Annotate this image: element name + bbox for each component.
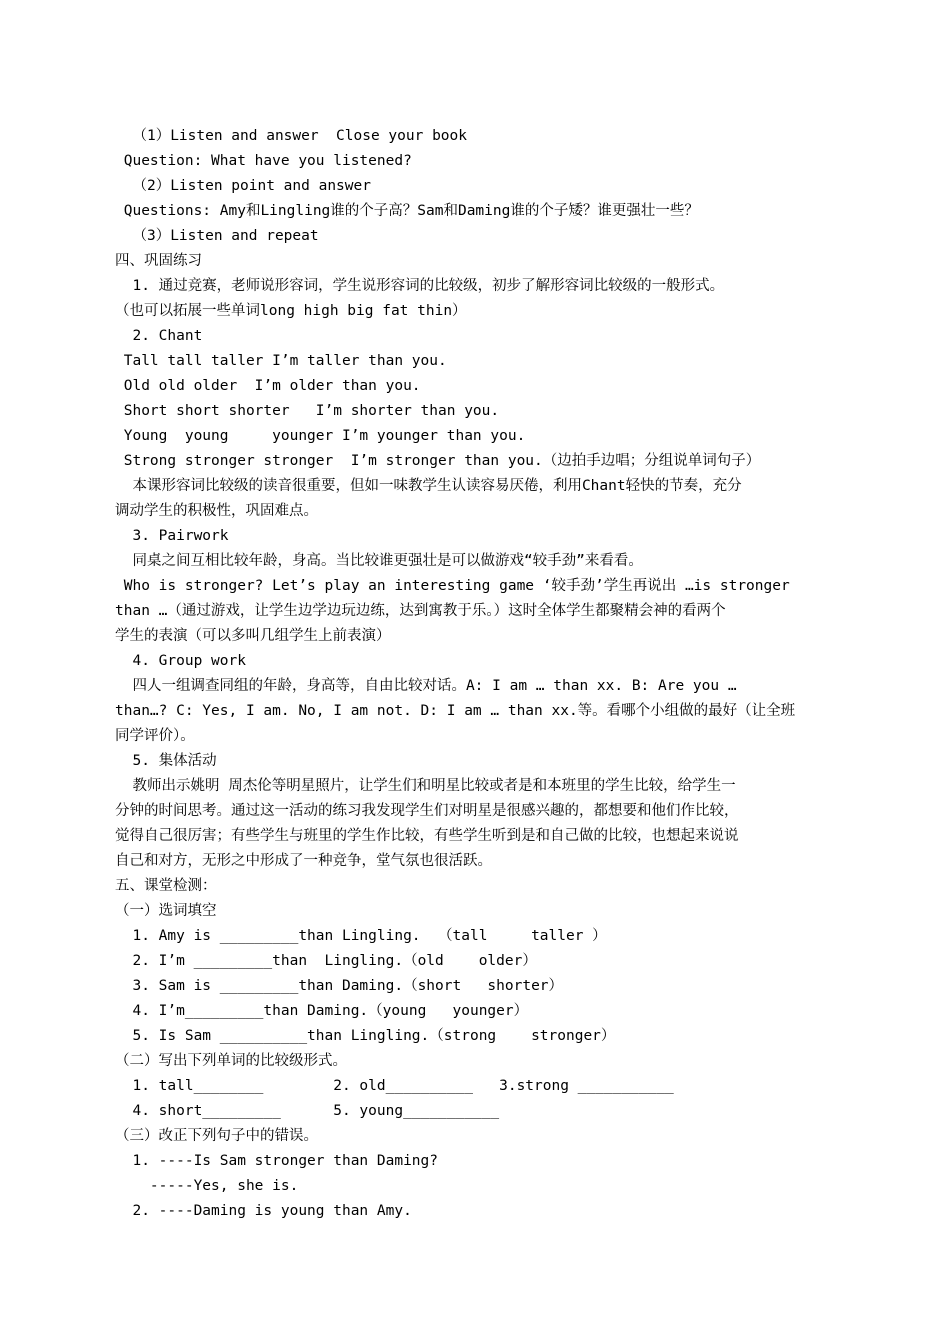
text-line: （1）Listen and answer Close your book: [115, 128, 468, 144]
text-line: Old old older I’m older than you.: [115, 378, 421, 394]
text-line: 调动学生的积极性，巩固难点。: [115, 503, 318, 519]
text-line: 4. Group work: [115, 653, 246, 669]
text-line: 1. 通过竞赛，老师说形容词，学生说形容词的比较级，初步了解形容词比较级的一般形式。: [115, 278, 725, 294]
text-line: 四人一组调查同组的年龄，身高等，自由比较对话。A: I am … than xx. B: Are you …: [115, 678, 737, 694]
text-line: 同桌之间互相比较年龄，身高。当比较谁更强壮是可以做游戏“较手劲”来看看。: [115, 553, 643, 569]
subsection-heading: （三）改正下列句子中的错误。: [115, 1128, 318, 1144]
text-line: Tall tall taller I’m taller than you.: [115, 353, 447, 369]
text-line: 学生的表演（可以多叫几组学生上前表演）: [115, 628, 391, 644]
text-line: Young young younger I’m younger than you.: [115, 428, 526, 444]
text-line: （2）Listen point and answer: [115, 178, 371, 194]
text-line: 教师出示姚明 周杰伦等明星照片，让学生们和明星比较或者是和本班里的学生比较，给学生一: [115, 778, 736, 794]
exercise-item: 2. ----Daming is young than Amy.: [115, 1203, 412, 1219]
text-line: 同学评价）。: [115, 728, 195, 744]
text-line: Who is stronger? Let’s play an interesting game ‘较手劲’学生再说出 …is stronger: [115, 578, 790, 594]
text-line: 3. Pairwork: [115, 528, 229, 544]
text-line: 分钟的时间思考。通过这一活动的练习我发现学生们对明星是很感兴趣的，都想要和他们作比较，: [115, 803, 739, 819]
subsection-heading: （一）选词填空: [115, 903, 217, 919]
exercise-item: 4. short_________ 5. young___________: [115, 1103, 500, 1119]
section-heading: 五、课堂检测：: [115, 878, 217, 894]
subsection-heading: （二）写出下列单词的比较级形式。: [115, 1053, 347, 1069]
text-line: 觉得自己很厉害；有些学生与班里的学生作比较，有些学生听到是和自己做的比较，也想起来说说: [115, 828, 739, 844]
text-line: than …（通过游戏，让学生边学边玩边练，达到寓教于乐。）这时全体学生都聚精会神的看两个: [115, 603, 726, 619]
exercise-item: 1. tall________ 2. old__________ 3.strong ___________: [115, 1078, 674, 1094]
text-line: （也可以拓展一些单词long high big fat thin）: [115, 303, 467, 319]
text-line: than…? C: Yes, I am. No, I am not. D: I am … than xx.等。看哪个小组做的最好（让全班: [115, 703, 796, 719]
text-line: 2. Chant: [115, 328, 203, 344]
text-line: 本课形容词比较级的读音很重要，但如一味教学生认读容易厌倦，利用Chant轻快的节奏，充分: [115, 478, 742, 494]
text-line: 自己和对方，无形之中形成了一种竞争，堂气氛也很活跃。: [115, 853, 492, 869]
exercise-item: 1. Amy is _________than Lingling. （tall taller ）: [115, 928, 607, 944]
text-line: 5. 集体活动: [115, 753, 217, 769]
text-line: Questions: Amy和Lingling谁的个子高？Sam和Daming谁的个子矮？谁更强壮一些？: [115, 203, 699, 219]
text-line: Short short shorter I’m shorter than you.: [115, 403, 500, 419]
exercise-item: 2. I’m _________than Lingling.（old older）: [115, 953, 537, 969]
section-heading: 四、巩固练习: [115, 253, 202, 269]
exercise-item: 5. Is Sam __________than Lingling.（strong stronger）: [115, 1028, 616, 1044]
exercise-item: -----Yes, she is.: [115, 1178, 299, 1194]
exercise-item: 3. Sam is _________than Daming.（short shorter）: [115, 978, 564, 994]
exercise-item: 1. ----Is Sam stronger than Daming?: [115, 1153, 439, 1169]
text-line: Question: What have you listened?: [115, 153, 412, 169]
text-line: （3）Listen and repeat: [115, 228, 319, 244]
text-line: Strong stronger stronger I’m stronger than you.（边拍手边唱；分组说单词句子）: [115, 453, 761, 469]
exercise-item: 4. I’m_________than Daming.（young younger）: [115, 1003, 529, 1019]
